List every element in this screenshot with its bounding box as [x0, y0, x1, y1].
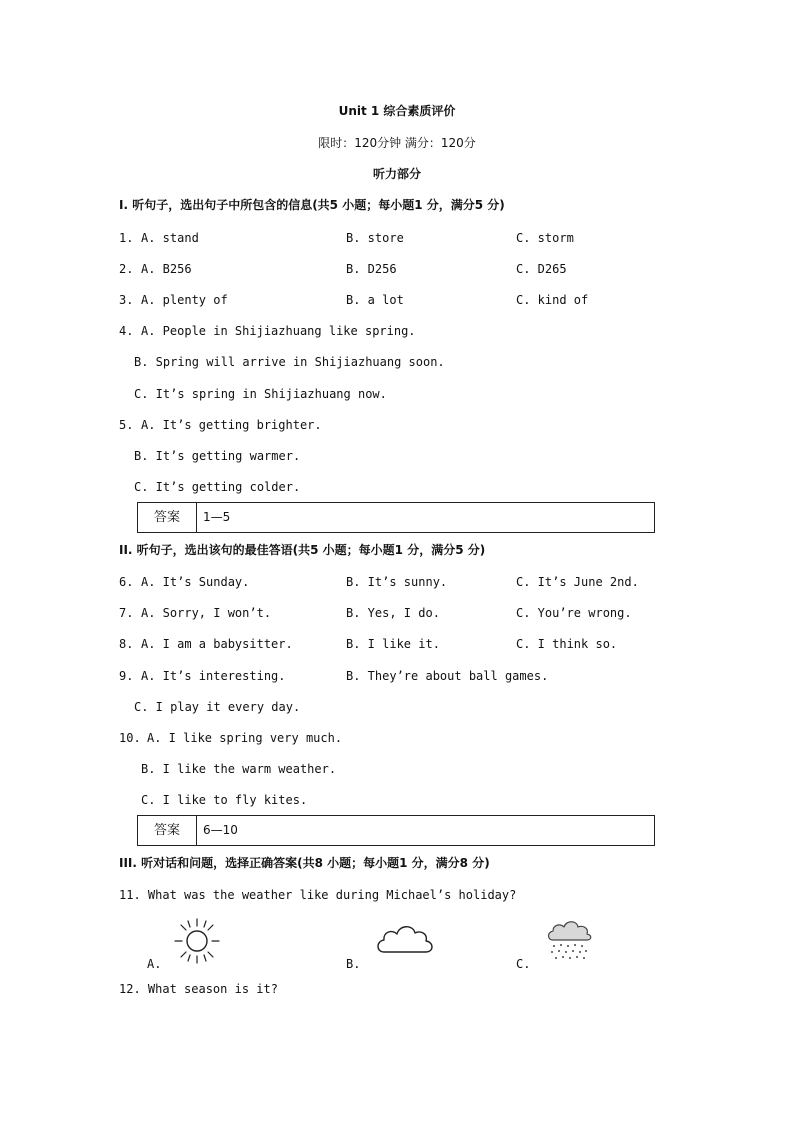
question-11-text: 11. What was the weather like during Michael’s holiday?: [119, 888, 517, 902]
option-a: A. Sorry, I won’t.: [141, 606, 272, 620]
option-a: A. People in Shijiazhuang like spring.: [141, 324, 416, 338]
option-a: A. It’s interesting.: [141, 669, 286, 683]
option-a: A.: [147, 957, 162, 971]
page-title: Unit 1 综合素质评价: [338, 104, 456, 118]
option-c: C. It’s spring in Shijiazhuang now.: [134, 387, 387, 401]
option-a: A. It’s Sunday.: [141, 575, 250, 589]
option-b: B. I like the warm weather.: [141, 762, 337, 776]
sun-icon: [173, 917, 223, 965]
option-b: B. I like it.: [346, 637, 440, 651]
option-a: A. stand: [141, 231, 199, 245]
answer-range: 1—5: [203, 510, 231, 524]
answer-table-6-10: [137, 815, 655, 846]
question-number: 5.: [119, 418, 134, 432]
section-3-heading: III. 听对话和问题，选择正确答案(共8 小题；每小题1 分，满分8 分): [119, 856, 490, 870]
option-c: C. I think so.: [516, 637, 618, 651]
section-1-heading: I. 听句子，选出句子中所包含的信息(共5 小题；每小题1 分，满分5 分): [119, 198, 505, 212]
option-c: C. D265: [516, 262, 567, 276]
option-b: B. Spring will arrive in Shijiazhuang soon.: [134, 355, 445, 369]
answer-label: 答案: [138, 503, 197, 532]
option-a: A. I like spring very much.: [147, 731, 343, 745]
option-c: C.: [516, 957, 531, 971]
rain-cloud-icon: [545, 918, 593, 962]
question-12-text: 12. What season is it?: [119, 982, 278, 996]
question-number: 4.: [119, 324, 134, 338]
option-b: B. It’s sunny.: [346, 575, 448, 589]
option-b: B. store: [346, 231, 404, 245]
option-b: B. It’s getting warmer.: [134, 449, 301, 463]
option-c: C. I like to fly kites.: [141, 793, 308, 807]
option-b: B. They’re about ball games.: [346, 669, 549, 683]
answer-label: 答案: [138, 816, 197, 845]
question-number: 6.: [119, 575, 134, 589]
question-number: 3.: [119, 293, 134, 307]
option-c: C. I play it every day.: [134, 700, 301, 714]
option-b: B. a lot: [346, 293, 404, 307]
option-c: C. It’s June 2nd.: [516, 575, 639, 589]
section-2-heading: II. 听句子，选出该句的最佳答语(共5 小题；每小题1 分，满分5 分): [119, 543, 486, 557]
question-number: 8.: [119, 637, 134, 651]
answer-table-1-5: [137, 502, 655, 533]
option-b: B.: [346, 957, 361, 971]
question-number: 2.: [119, 262, 134, 276]
option-b: B. D256: [346, 262, 397, 276]
option-b: B. Yes, I do.: [346, 606, 440, 620]
option-c: C. It’s getting colder.: [134, 480, 301, 494]
part-title: 听力部分: [372, 167, 421, 181]
question-number: 10.: [119, 731, 141, 745]
option-c: C. storm: [516, 231, 574, 245]
option-c: C. You’re wrong.: [516, 606, 632, 620]
option-a: A. B256: [141, 262, 192, 276]
question-number: 7.: [119, 606, 134, 620]
option-c: C. kind of: [516, 293, 589, 307]
cloud-icon: [374, 920, 436, 958]
option-a: A. It’s getting brighter.: [141, 418, 322, 432]
option-a: A. I am a babysitter.: [141, 637, 293, 651]
answer-range: 6—10: [203, 823, 238, 837]
option-a: A. plenty of: [141, 293, 228, 307]
question-number: 9.: [119, 669, 134, 683]
time-score-limits: 限时：120分钟 满分：120分: [318, 136, 476, 150]
question-number: 1.: [119, 231, 134, 245]
